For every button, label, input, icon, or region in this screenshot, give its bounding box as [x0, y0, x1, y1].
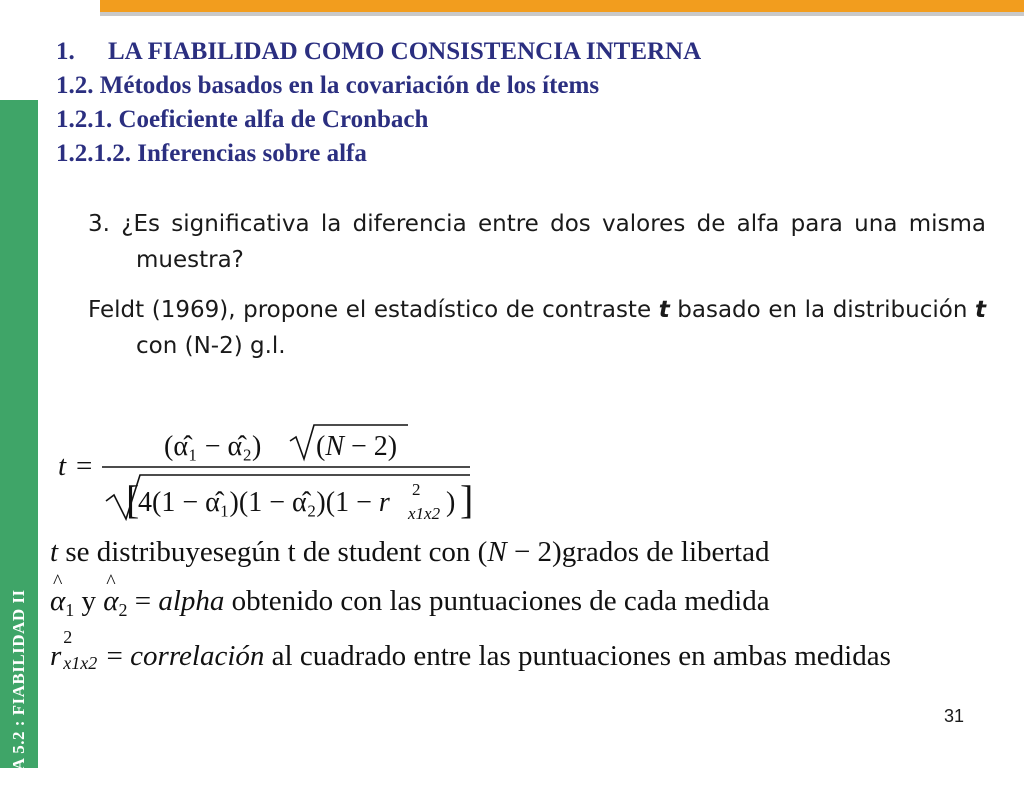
- subtitle-1: 1.2. Métodos basados en la covariación de los ítems: [56, 72, 600, 99]
- sidebar-label: TEMA 5.2 : FIABILIDAD II: [9, 589, 28, 811]
- feldt-paragraph: [88, 292, 986, 364]
- explanation-line-3: [50, 627, 891, 673]
- line2-eq: =: [127, 585, 159, 617]
- line3-eq: =: [99, 640, 131, 672]
- r-symbol: r: [50, 640, 62, 672]
- numerator-diff: (α̂₁ − α̂₂): [164, 431, 262, 462]
- feldt-t-symbol-1: t: [658, 297, 670, 323]
- top-accent-bar: [100, 0, 1024, 12]
- alpha-hat-2: ^ α: [103, 585, 118, 618]
- feldt-text-2: basado en la distribución: [669, 297, 975, 323]
- sidebar: [0, 100, 38, 811]
- r-superscript: 2: [63, 627, 73, 647]
- line1-text-a: se distribuyesegún t de student con (: [58, 536, 488, 568]
- question-paragraph: 3. ¿Es significativa la diferencia entre dos valores de alfa para una misma muestra?: [88, 211, 986, 273]
- n-symbol: N: [487, 536, 507, 568]
- line1-text-b: − 2)grados de libertad: [506, 536, 770, 568]
- numerator-n: (N − 2): [316, 431, 398, 462]
- alpha-word: alpha: [158, 585, 225, 617]
- formula-lhs-t: t: [58, 450, 67, 482]
- explanation-line-1: [50, 536, 769, 569]
- subtitle-3: 1.2.1.2. Inferencias sobre alfa: [56, 140, 367, 167]
- alpha-sub-2: 2: [118, 600, 128, 620]
- subtitle-2: 1.2.1. Coeficiente alfa de Cronbach: [56, 106, 429, 133]
- line3-rest: al cuadrado entre las puntuaciones en ambas medidas: [264, 640, 891, 672]
- right-bracket: ]: [460, 477, 474, 522]
- t-symbol: t: [50, 536, 59, 568]
- r-subscript: x1x2: [63, 653, 98, 673]
- page-number: 31: [944, 706, 965, 726]
- left-bracket: [: [126, 477, 140, 522]
- denominator-text: 4(1 − α̂₁)(1 − α̂₂)(1 − r: [138, 487, 390, 518]
- feldt-text-3: con (N-2) g.l.: [136, 333, 286, 359]
- t-statistic-formula: [40, 415, 500, 525]
- alpha-hat-1: ^ α: [50, 585, 65, 618]
- denominator-r-sub: x1x2: [408, 504, 441, 523]
- feldt-t-symbol-2: t: [975, 297, 986, 323]
- line2-y: y: [74, 585, 104, 617]
- line2-rest: obtenido con las puntuaciones de cada medida: [224, 585, 770, 617]
- top-accent-line: [100, 12, 1024, 16]
- alpha-sub-1: 1: [65, 600, 75, 620]
- section-number: 1.: [56, 38, 75, 65]
- explanation-line-2: [50, 585, 770, 621]
- denominator-close: ): [446, 487, 456, 518]
- denominator-r-sup: 2: [412, 480, 421, 499]
- section-title-text: LA FIABILIDAD COMO CONSISTENCIA INTERNA: [108, 38, 702, 65]
- section-title: [56, 38, 701, 66]
- formula-lhs-eq: =: [76, 450, 93, 482]
- feldt-text-1: Feldt (1969), propone el estadístico de contraste: [88, 297, 659, 323]
- correlacion-word: correlación: [130, 640, 265, 672]
